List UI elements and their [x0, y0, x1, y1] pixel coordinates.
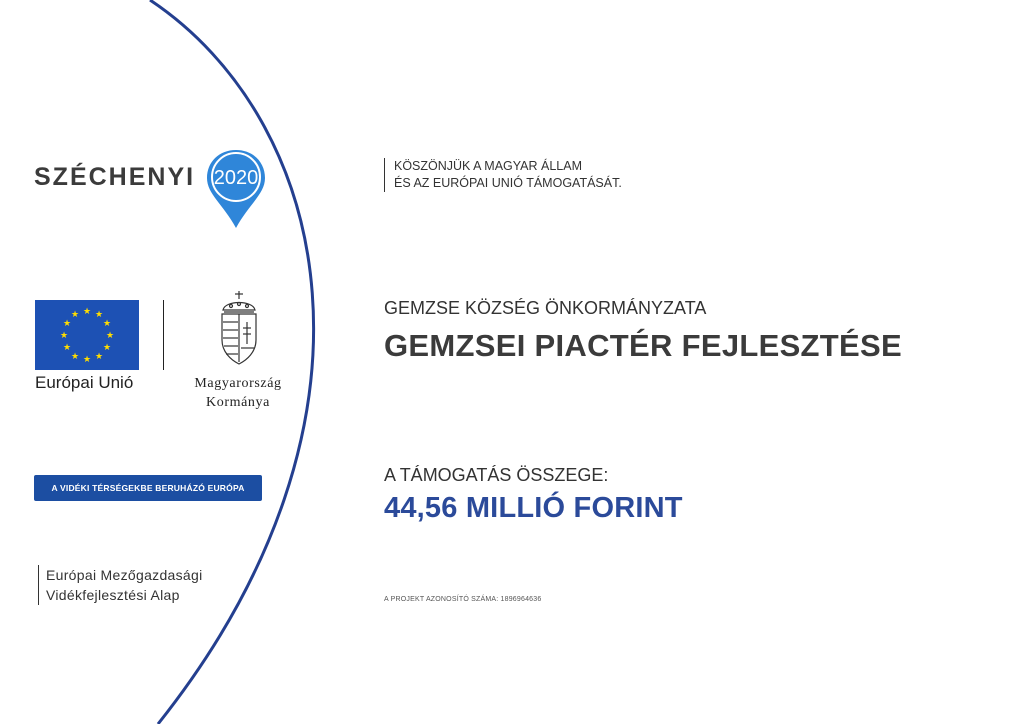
fund-line-1: Európai Mezőgazdasági — [46, 567, 203, 583]
svg-text:★: ★ — [94, 352, 104, 362]
svg-text:★: ★ — [102, 343, 112, 353]
szechenyi-year: 2020 — [213, 167, 259, 189]
thanks-line-1: KÖSZÖNJÜK A MAGYAR ÁLLAM — [394, 159, 583, 173]
beneficiary-name: GEMZSE KÖZSÉG ÖNKORMÁNYZATA — [384, 298, 707, 318]
eu-label: Európai Unió — [35, 373, 134, 392]
thanks-line-2: ÉS AZ EURÓPAI UNIÓ TÁMOGATÁSÁT. — [394, 176, 622, 190]
svg-text:★: ★ — [82, 355, 92, 365]
location-pin-icon — [205, 148, 267, 230]
thanks-note — [384, 158, 622, 192]
svg-text:★: ★ — [94, 310, 104, 320]
svg-text:★: ★ — [70, 352, 80, 362]
svg-text:★: ★ — [105, 331, 115, 341]
svg-text:★: ★ — [70, 310, 80, 320]
svg-text:★: ★ — [82, 307, 92, 317]
government-logo-text — [176, 374, 300, 412]
government-line-1: Magyarország — [194, 376, 282, 391]
hungarian-coat-of-arms-icon — [217, 290, 261, 366]
svg-text:★: ★ — [62, 319, 72, 329]
szechenyi-wordmark: SZÉCHENYI — [34, 163, 196, 191]
svg-text:★: ★ — [102, 319, 112, 329]
fund-line-2: Vidékfejlesztési Alap — [46, 587, 180, 603]
svg-text:★: ★ — [59, 331, 69, 341]
rural-europe-banner: A VIDÉKI TÉRSÉGEKBE BERUHÁZÓ EURÓPA — [34, 475, 262, 501]
project-id: A PROJEKT AZONOSÍTÓ SZÁMA: 1896964636 — [384, 596, 542, 603]
fund-name — [38, 565, 203, 605]
eu-flag-icon — [35, 300, 139, 370]
logo-divider — [163, 300, 164, 370]
svg-text:★: ★ — [62, 343, 72, 353]
project-title: GEMZSEI PIACTÉR FEJLESZTÉSE — [384, 328, 902, 363]
support-amount: 44,56 MILLIÓ FORINT — [384, 492, 683, 524]
support-amount-label: A TÁMOGATÁS ÖSSZEGE: — [384, 465, 609, 485]
government-line-2: Kormánya — [206, 395, 270, 410]
